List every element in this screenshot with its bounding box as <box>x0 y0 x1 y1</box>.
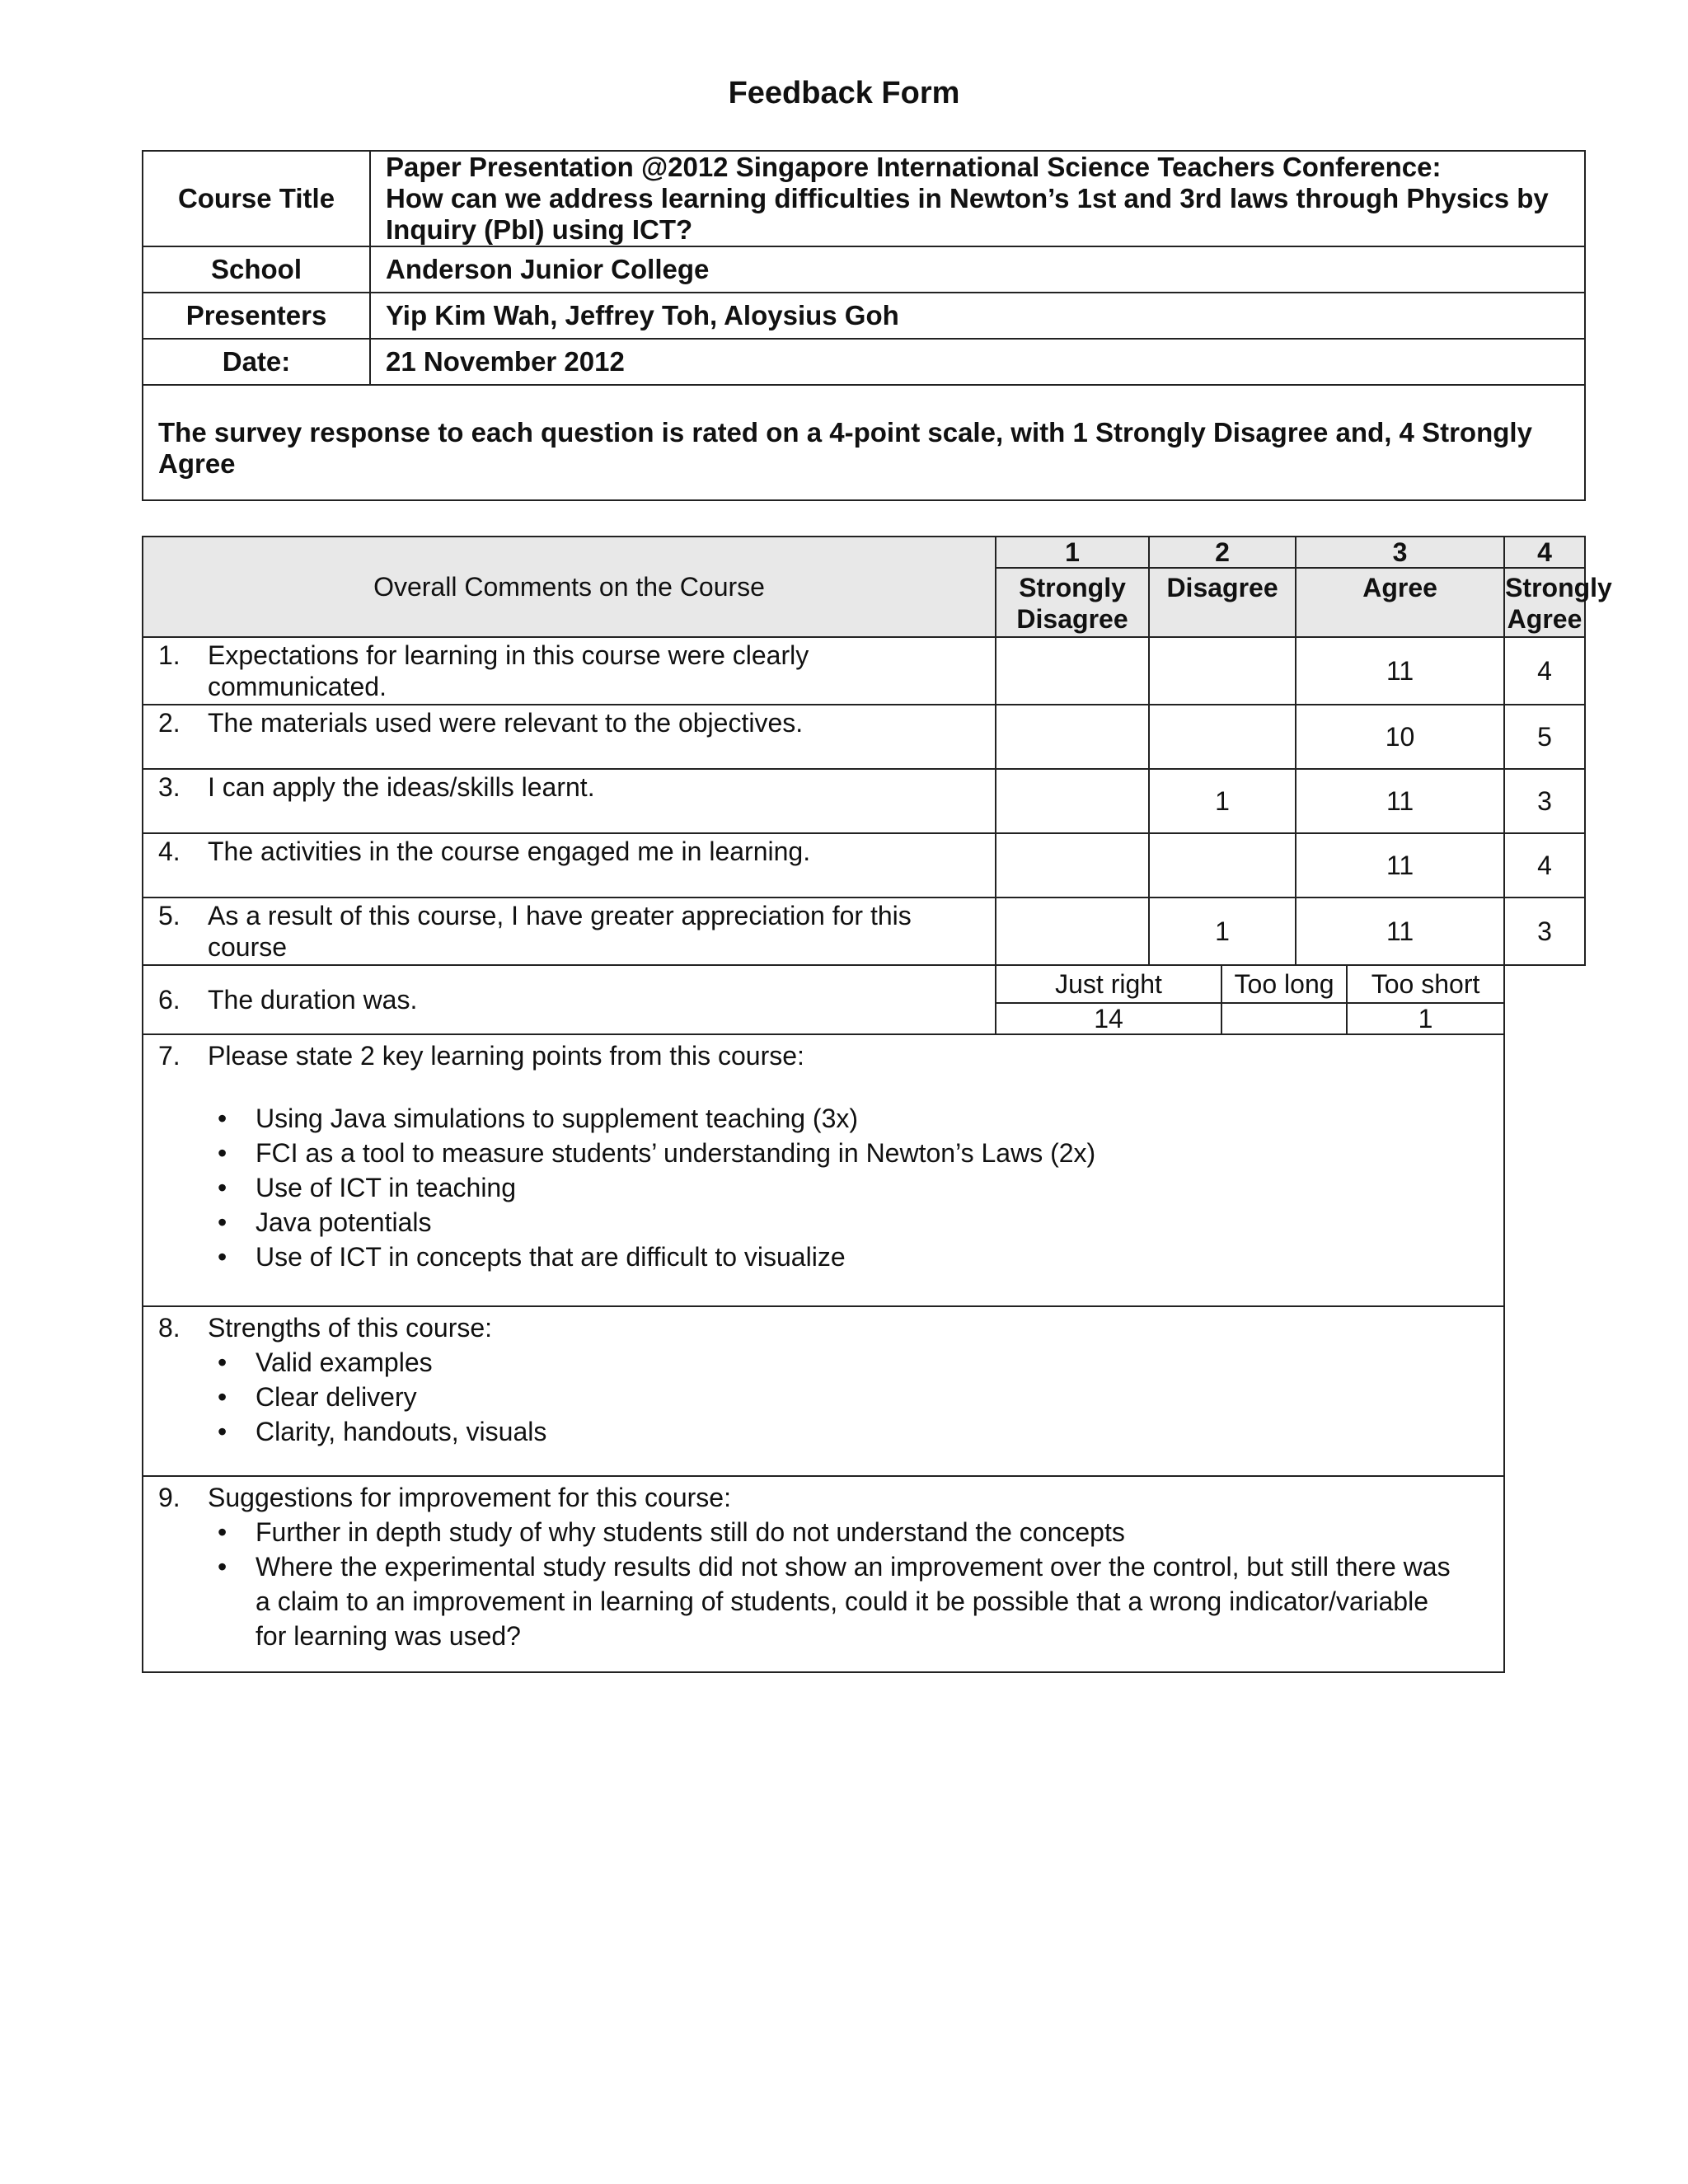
count-agree: 11 <box>1296 833 1504 898</box>
duration-too-long-label: Too long <box>1221 965 1347 1003</box>
list-item: • Using Java simulations to supplement teaching (3x) <box>158 1101 1489 1136</box>
count-disagree: 1 <box>1149 898 1296 965</box>
course-info-table <box>142 150 1586 501</box>
scale-1-number: 1 <box>996 537 1149 568</box>
duration-row <box>143 965 1585 1003</box>
count-agree: 11 <box>1296 769 1504 833</box>
scale-4-label: Strongly Agree <box>1504 568 1585 637</box>
list-item: • Clear delivery <box>158 1380 1489 1414</box>
list-item: • FCI as a tool to measure students’ understanding in Newton’s Laws (2x) <box>158 1136 1489 1170</box>
count-agree: 11 <box>1296 898 1504 965</box>
count-disagree <box>1149 833 1296 898</box>
question-6 <box>143 965 996 1034</box>
question-6-text <box>143 982 859 1017</box>
table-row <box>143 705 1585 769</box>
question-text: Suggestions for improvement for this course: <box>208 1483 731 1512</box>
count-strongly-agree: 3 <box>1504 898 1585 965</box>
count-strongly-agree: 4 <box>1504 637 1585 705</box>
question-text: The duration was. <box>208 985 418 1015</box>
question-text: The materials used were relevant to the objectives. <box>208 708 804 738</box>
question-number: 9. <box>158 1483 181 1512</box>
list-item: • Valid examples <box>158 1345 1489 1380</box>
question-number: 1. <box>158 640 181 670</box>
count-strongly-disagree <box>996 898 1149 965</box>
table-row <box>143 898 1585 965</box>
question-5 <box>143 898 996 965</box>
learning-points-row <box>143 1034 1585 1306</box>
course-title-value <box>370 151 1585 246</box>
scale-3-label: Agree <box>1296 568 1504 637</box>
course-title-line1: Paper Presentation @2012 Singapore International Science Teachers Conference: <box>386 152 1442 182</box>
date-value: 21 November 2012 <box>370 339 1585 385</box>
presenters-label: Presenters <box>143 293 370 339</box>
question-number: 2. <box>158 708 181 738</box>
question-number: 4. <box>158 837 181 866</box>
list-item: • Clarity, handouts, visuals <box>158 1414 1489 1449</box>
question-9 <box>143 1476 1504 1672</box>
list-item: • Use of ICT in teaching <box>158 1170 1489 1205</box>
question-text: As a result of this course, I have greater appreciation for this course <box>208 901 912 962</box>
count-strongly-disagree <box>996 637 1149 705</box>
list-item: • Java potentials <box>158 1205 1489 1240</box>
question-8 <box>143 1306 1504 1476</box>
rating-scale-note: The survey response to each question is rated on a 4-point scale, with 1 Strongly Disagree and, 4 Strongly Agree <box>143 385 1585 500</box>
question-4 <box>143 833 996 898</box>
question-text: Please state 2 key learning points from this course: <box>208 1041 804 1071</box>
date-label: Date: <box>143 339 370 385</box>
list-item: • Use of ICT in concepts that are difficult to visualize <box>158 1240 1489 1274</box>
duration-too-short-value: 1 <box>1347 1003 1504 1034</box>
question-3 <box>143 769 996 833</box>
learning-points-list <box>158 1101 1489 1274</box>
question-number: 8. <box>158 1313 181 1343</box>
question-1 <box>143 637 996 705</box>
question-7 <box>143 1034 1504 1306</box>
page-title: Feedback Form <box>728 76 960 110</box>
question-2 <box>143 705 996 769</box>
rating-table <box>142 536 1612 1673</box>
duration-too-long-value <box>1221 1003 1347 1034</box>
count-strongly-agree: 3 <box>1504 769 1585 833</box>
suggestions-row <box>143 1476 1585 1672</box>
scale-2-number: 2 <box>1149 537 1296 568</box>
question-text: Expectations for learning in this course were clearly communicated. <box>208 640 809 701</box>
strengths-row <box>143 1306 1585 1476</box>
overall-comments-header: Overall Comments on the Course <box>143 537 996 637</box>
duration-just-right-value: 14 <box>996 1003 1221 1034</box>
duration-just-right-label: Just right <box>996 965 1221 1003</box>
duration-too-short-label: Too short <box>1347 965 1504 1003</box>
count-strongly-disagree <box>996 769 1149 833</box>
school-label: School <box>143 246 370 293</box>
scale-1-label: Strongly Disagree <box>996 568 1149 637</box>
school-value: Anderson Junior College <box>370 246 1585 293</box>
count-strongly-agree: 4 <box>1504 833 1585 898</box>
count-disagree <box>1149 637 1296 705</box>
table-row <box>143 769 1585 833</box>
question-number: 3. <box>158 772 181 802</box>
suggestions-list <box>158 1515 1489 1653</box>
count-disagree <box>1149 705 1296 769</box>
question-number: 5. <box>158 901 181 930</box>
table-row <box>143 833 1585 898</box>
list-item: • Where the experimental study results did not show an improvement over the control, but still there was a claim to an improvement in learning of students, could it be possible that a wrong indicator/variable for learning was used? <box>158 1549 1489 1653</box>
scale-2-label: Disagree <box>1149 568 1296 637</box>
question-number: 7. <box>158 1041 181 1071</box>
course-title-line2: How can we address learning difficulties in Newton’s 1st and 3rd laws through Physics by Inquiry (PbI) using ICT? <box>386 183 1549 245</box>
question-text: I can apply the ideas/skills learnt. <box>208 772 595 802</box>
count-strongly-disagree <box>996 833 1149 898</box>
table-row <box>143 637 1585 705</box>
question-number: 6. <box>158 985 181 1015</box>
course-title-label: Course Title <box>143 151 370 246</box>
scale-3-number: 3 <box>1296 537 1504 568</box>
count-agree: 11 <box>1296 637 1504 705</box>
scale-4-number: 4 <box>1504 537 1585 568</box>
strengths-list <box>158 1345 1489 1449</box>
count-agree: 10 <box>1296 705 1504 769</box>
count-disagree: 1 <box>1149 769 1296 833</box>
list-item: • Further in depth study of why students still do not understand the concepts <box>158 1515 1489 1549</box>
question-text: Strengths of this course: <box>208 1313 493 1343</box>
presenters-value: Yip Kim Wah, Jeffrey Toh, Aloysius Goh <box>370 293 1585 339</box>
question-text: The activities in the course engaged me in learning. <box>208 837 811 866</box>
count-strongly-disagree <box>996 705 1149 769</box>
count-strongly-agree: 5 <box>1504 705 1585 769</box>
